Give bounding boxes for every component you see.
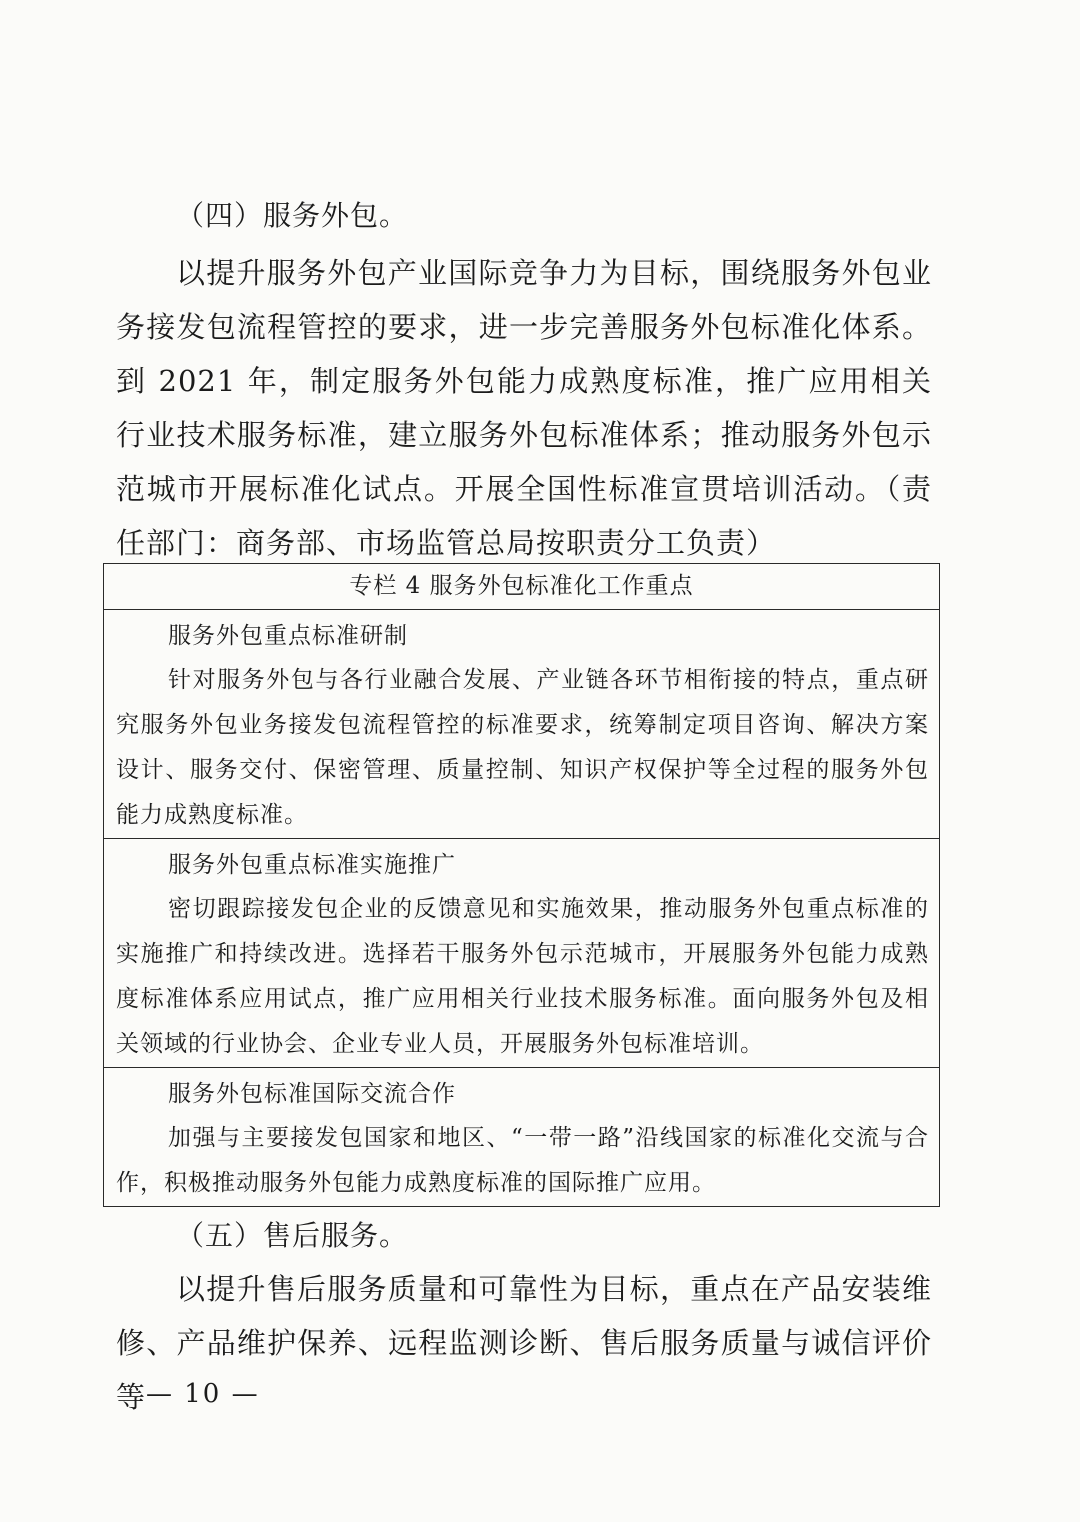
column-box (103, 563, 940, 1207)
section-5-paragraph: 以提升售后服务质量和可靠性为目标，重点在产品安装维修、产品维护保养、远程监测诊断、售后服务质量与诚信评价等 (116, 1272, 932, 1414)
section-4-heading: （四）服务外包。 (176, 199, 409, 232)
section-4-paragraph: 以提升服务外包产业国际竞争力为目标，围绕服务外包业务接发包流程管控的要求，进一步完善服务外包标准化体系。到 2021 年，制定服务外包能力成熟度标准，推广应用相关行业技术服务标准，建立服务外包标准体系；推动服务外包示范城市开展标准化试点。开展全国性标准宣贯培训活动。（责任部门：商务部、市场监管总局按职责分工负责） (116, 256, 932, 560)
box-section-body: 加强与主要接发包国家和地区、“一带一路”沿线国家的标准化交流与合作，积极推动服务外包能力成熟度标准的国际推广应用。 (116, 1125, 929, 1196)
box-section-body: 密切跟踪接发包企业的反馈意见和实施效果，推动服务外包重点标准的实施推广和持续改进。选择若干服务外包示范城市，开展服务外包能力成熟度标准体系应用试点，推广应用相关行业技术服务标准。面向服务外包及相关领域的行业协会、企业专业人员，开展服务外包标准培训。 (116, 896, 929, 1057)
box-section-international-cooperation (104, 1068, 939, 1206)
box-section-standards-development (104, 610, 939, 839)
column-box-title: 专栏 4 服务外包标准化工作重点 (104, 564, 939, 610)
box-section-body: 针对服务外包与各行业融合发展、产业链各环节相衔接的特点，重点研究服务外包业务接发包流程管控的标准要求，统筹制定项目咨询、解决方案设计、服务交付、保密管理、质量控制、知识产权保护等全过程的服务外包能力成熟度标准。 (116, 667, 929, 828)
box-section-title: 服务外包标准国际交流合作 (168, 1081, 456, 1107)
page-number: — 10 — (146, 1379, 260, 1409)
box-section-title: 服务外包重点标准实施推广 (168, 852, 456, 878)
section-5-heading: （五）售后服务。 (176, 1219, 409, 1252)
box-section-standards-implementation (104, 839, 939, 1068)
box-section-title: 服务外包重点标准研制 (168, 623, 408, 649)
